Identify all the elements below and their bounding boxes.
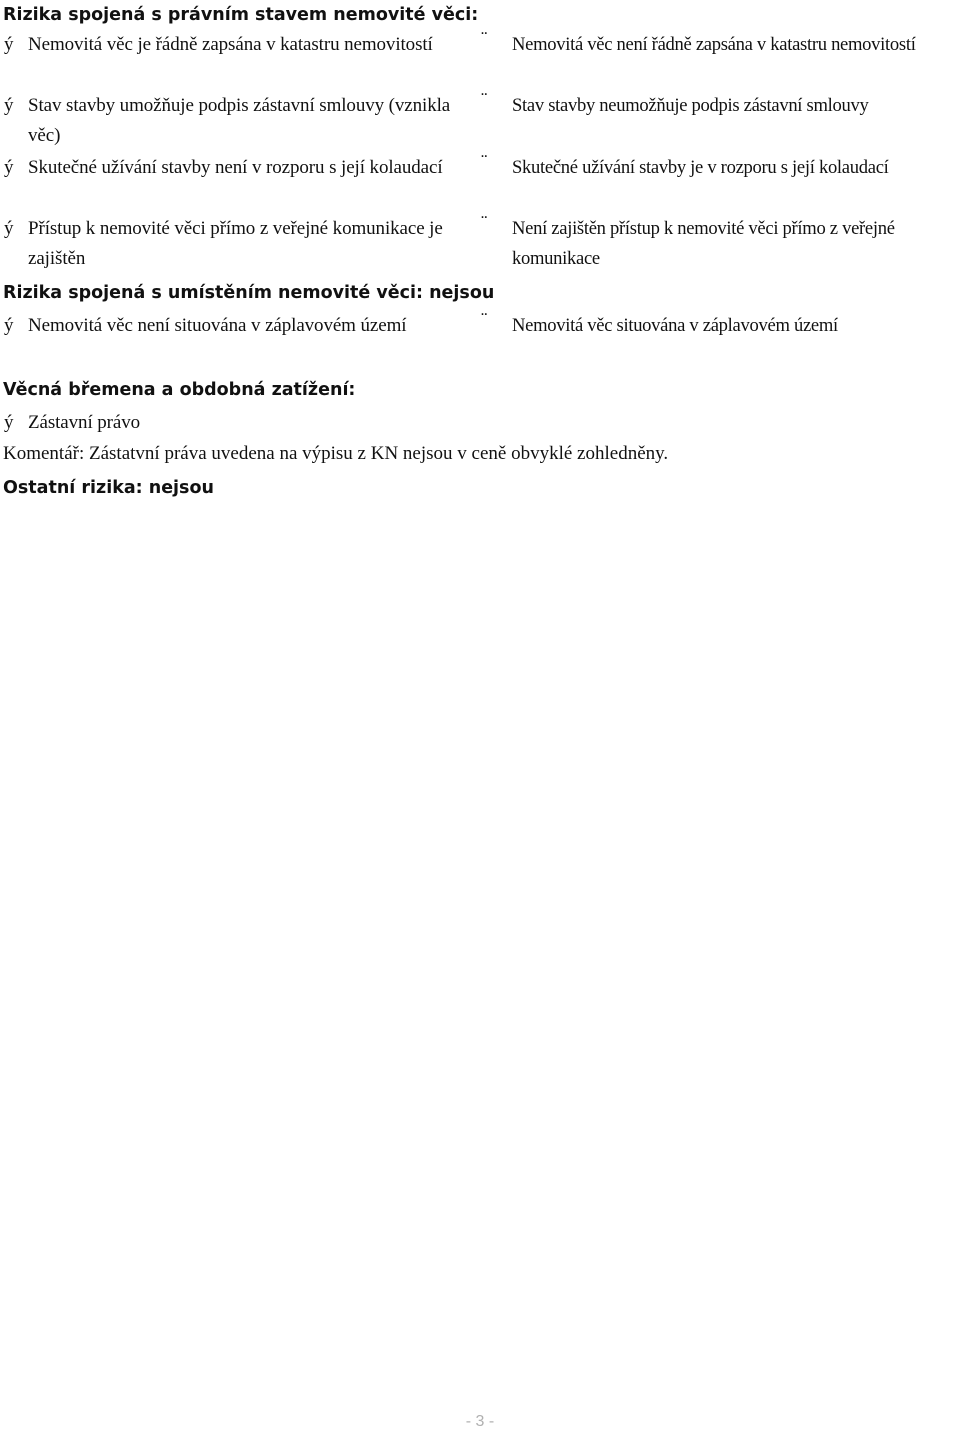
checked-box-icon: ý <box>4 315 14 336</box>
legal-risk-3-option-no: Skutečné užívání stavby je v rozporu s její kolaudací <box>512 157 889 178</box>
unchecked-box-icon: ¨ <box>481 89 488 110</box>
unchecked-box-icon: ¨ <box>481 212 488 233</box>
unchecked-box-icon: ¨ <box>481 151 488 172</box>
legal-risk-4-option-no: Není zajištěn přístup k nemovité věci přímo z veřejné komunikace <box>512 218 895 269</box>
checked-box-icon: ý <box>4 218 14 239</box>
easements-heading: Věcná břemena a obdobná zatížení: <box>3 380 356 400</box>
location-risks-heading: Rizika spojená s umístěním nemovité věci: nejsou <box>3 283 495 303</box>
legal-risk-4-option-yes: Přístup k nemovité věci přímo z veřejné komunikace je zajištěn <box>28 218 443 269</box>
legal-risk-1-option-yes: Nemovitá věc je řádně zapsána v katastru nemovitostí <box>28 34 433 55</box>
checked-box-icon: ý <box>4 34 14 55</box>
unchecked-box-icon: ¨ <box>481 309 488 330</box>
easement-item-text: Zástavní právo <box>28 412 141 433</box>
legal-risks-heading: Rizika spojená s právním stavem nemovité věci: <box>3 5 479 25</box>
page-number: - 3 - <box>465 1413 495 1430</box>
legal-risk-1-option-no: Nemovitá věc není řádně zapsána v katastru nemovitostí <box>512 34 916 55</box>
checked-box-icon: ý <box>4 157 14 178</box>
unchecked-box-icon: ¨ <box>481 28 488 49</box>
legal-risk-3-option-yes: Skutečné užívání stavby není v rozporu s její kolaudací <box>28 157 443 178</box>
legal-risk-2-option-yes: Stav stavby umožňuje podpis zástavní smlouvy (vznikla věc) <box>28 95 451 146</box>
easement-comment: Komentář: Zástatvní práva uvedena na výpisu z KN nejsou v ceně obvyklé zohledněny. <box>3 443 669 464</box>
other-risks-heading: Ostatní rizika: nejsou <box>3 478 214 498</box>
location-risk-1-option-no: Nemovitá věc situována v záplavovém území <box>512 315 838 336</box>
legal-risk-2-option-no: Stav stavby neumožňuje podpis zástavní smlouvy <box>512 95 869 116</box>
location-risk-1-option-yes: Nemovitá věc není situována v záplavovém území <box>28 315 407 336</box>
checked-box-icon: ý <box>4 412 14 433</box>
checked-box-icon: ý <box>4 95 14 116</box>
